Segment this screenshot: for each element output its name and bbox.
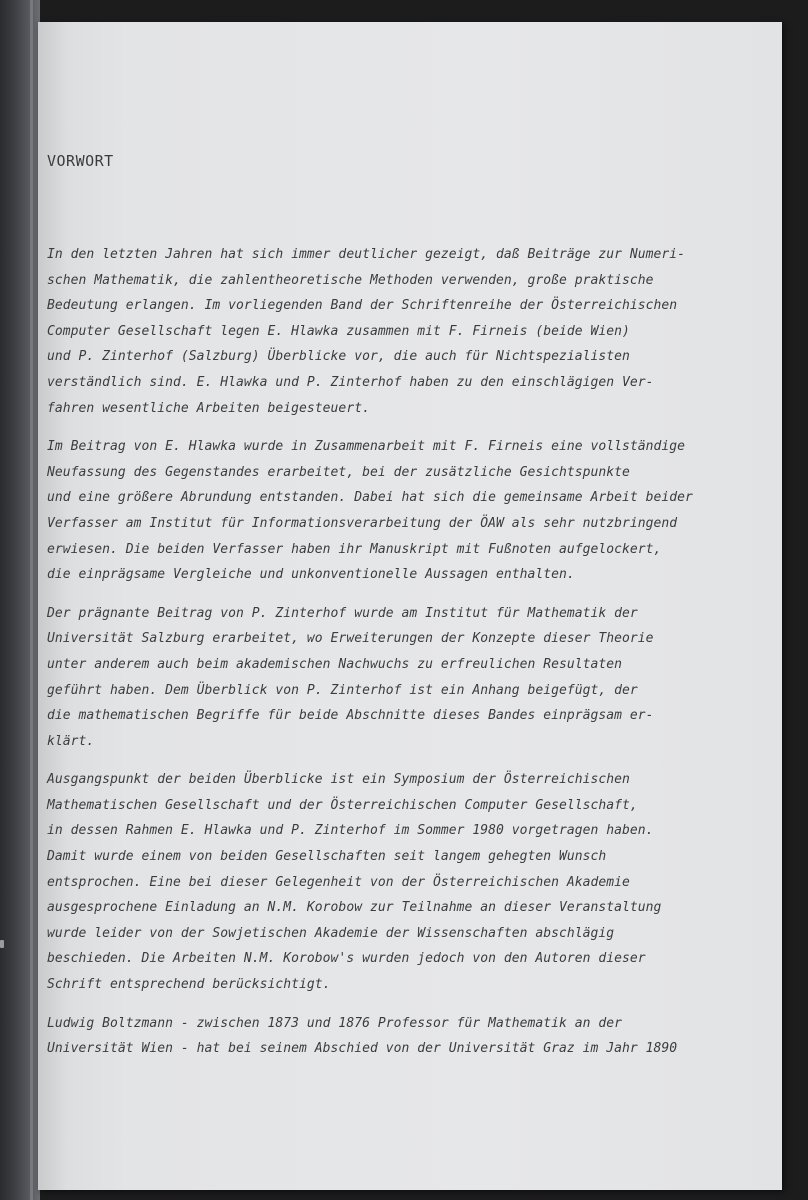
- text-line: Im Beitrag von E. Hlawka wurde in Zusammenarbeit mit F. Firneis eine vollständige: [47, 439, 686, 455]
- body-text: [47, 242, 737, 1075]
- text-line: Bedeutung erlangen. Im vorliegenden Band der Schriftenreihe der Österreichischen: [47, 298, 678, 314]
- text-line: unter anderem auch beim akademischen Nachwuchs zu erfreulichen Resultaten: [47, 656, 622, 672]
- page-heading: VORWORT: [47, 152, 114, 170]
- paragraph-2: [47, 434, 737, 588]
- text-line: geführt haben. Dem Überblick von P. Zinterhof ist ein Anhang beigefügt, der: [47, 682, 638, 698]
- text-line: Verfasser am Institut für Informationsverarbeitung der ÖAW als sehr nutzbringend: [47, 515, 678, 531]
- spine-edge: [30, 0, 33, 1200]
- text-line: schen Mathematik, die zahlentheoretische Methoden verwenden, große praktische: [47, 272, 654, 288]
- text-line: In den letzten Jahren hat sich immer deutlicher gezeigt, daß Beiträge zur Numeri-: [47, 247, 686, 262]
- document-page: [38, 22, 782, 1190]
- text-line: erwiesen. Die beiden Verfasser haben ihr Manuskript mit Fußnoten aufgelockert,: [47, 541, 662, 557]
- text-line: ausgesprochene Einladung an N.M. Korobow zur Teilnahme an dieser Veranstaltung: [47, 900, 662, 916]
- paragraph-5: [47, 1011, 737, 1062]
- text-line: Computer Gesellschaft legen E. Hlawka zusammen mit F. Firneis (beide Wien): [47, 323, 630, 339]
- text-line: fahren wesentliche Arbeiten beigesteuert.: [47, 400, 370, 416]
- text-line: verständlich sind. E. Hlawka und P. Zinterhof haben zu den einschlägigen Ver-: [47, 374, 654, 390]
- text-line: und eine größere Abrundung entstanden. Dabei hat sich die gemeinsame Arbeit beider: [47, 490, 693, 506]
- text-line: Neufassung des Gegenstandes erarbeitet, bei der zusätzliche Gesichtspunkte: [47, 464, 630, 480]
- text-line: Universität Salzburg erarbeitet, wo Erweiterungen der Konzepte dieser Theorie: [47, 631, 654, 647]
- text-line: Ausgangspunkt der beiden Überblicke ist ein Symposium der Österreichischen: [47, 772, 630, 788]
- text-line: die einprägsame Vergleiche und unkonventionelle Aussagen enthalten.: [47, 567, 575, 583]
- text-line: Damit wurde einem von beiden Gesellschaften seit langem gehegten Wunsch: [47, 849, 607, 865]
- paragraph-1: [47, 242, 737, 421]
- paragraph-3: [47, 601, 737, 755]
- text-line: Der prägnante Beitrag von P. Zinterhof wurde am Institut für Mathematik der: [47, 605, 638, 621]
- text-line: und P. Zinterhof (Salzburg) Überblicke vor, die auch für Nichtspezialisten: [47, 349, 630, 365]
- text-line: in dessen Rahmen E. Hlawka und P. Zinterhof im Sommer 1980 vorgetragen haben.: [47, 823, 654, 839]
- text-line: klärt.: [47, 733, 95, 749]
- text-line: Universität Wien - hat bei seinem Abschied von der Universität Graz im Jahr 1890: [47, 1041, 678, 1057]
- text-line: die mathematischen Begriffe für beide Abschnitte dieses Bandes einprägsam er-: [47, 708, 654, 724]
- text-line: Schrift entsprechend berücksichtigt.: [47, 977, 331, 993]
- margin-mark: [0, 940, 4, 948]
- text-line: entsprochen. Eine bei dieser Gelegenheit von der Österreichischen Akademie: [47, 874, 630, 890]
- text-line: beschieden. Die Arbeiten N.M. Korobow's wurden jedoch von den Autoren dieser: [47, 951, 646, 967]
- text-line: wurde leider von der Sowjetischen Akademie der Wissenschaften abschlägig: [47, 925, 615, 941]
- book-spine: [0, 0, 40, 1200]
- text-line: Mathematischen Gesellschaft und der Österreichischen Computer Gesellschaft,: [47, 797, 638, 813]
- paragraph-4: [47, 767, 737, 997]
- text-line: Ludwig Boltzmann - zwischen 1873 und 1876 Professor für Mathematik an der: [47, 1015, 622, 1031]
